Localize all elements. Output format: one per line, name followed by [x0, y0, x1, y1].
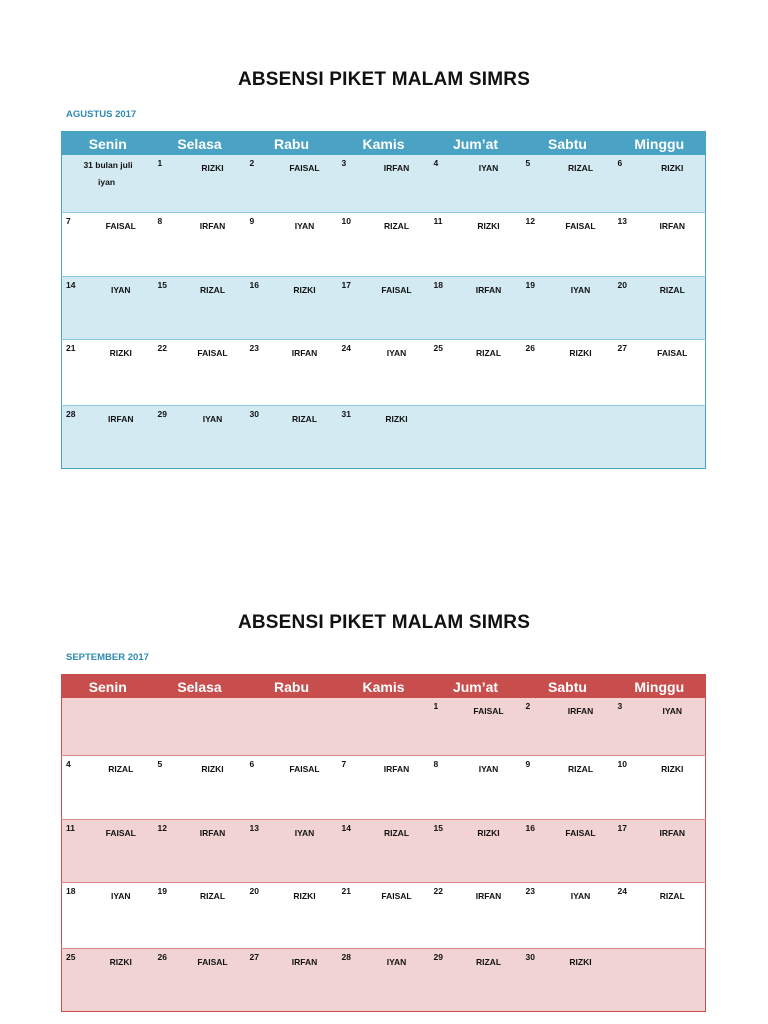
weekday-header-row — [62, 675, 706, 699]
day-cell — [430, 213, 522, 277]
day-number: 19 — [157, 886, 167, 896]
carryover-note-name: iyan — [98, 177, 116, 187]
week-row — [62, 949, 706, 1012]
day-number: 30 — [525, 952, 535, 962]
duty-name: IYAN — [386, 957, 407, 967]
week-row — [62, 340, 706, 406]
duty-name: IRFAN — [383, 163, 410, 173]
month-label-august: AGUSTUS 2017 — [66, 109, 137, 120]
duty-name: FAISAL — [105, 828, 136, 838]
day-number: 21 — [66, 343, 76, 353]
day-number: 1 — [433, 701, 439, 711]
duty-name: FAISAL — [289, 764, 320, 774]
day-cell — [522, 820, 614, 883]
weekday-header: Kamis — [338, 675, 430, 699]
day-number: 23 — [249, 343, 259, 353]
duty-name: FAISAL — [381, 891, 412, 901]
duty-name: RIZAL — [108, 764, 134, 774]
day-cell — [430, 949, 522, 1012]
day-cell — [246, 213, 338, 277]
page-title-august: ABSENSI PIKET MALAM SIMRS — [237, 69, 531, 90]
day-cell — [338, 213, 430, 277]
day-number: 16 — [249, 280, 259, 290]
weekday-header: Rabu — [246, 675, 338, 699]
duty-name: RIZAL — [291, 414, 318, 424]
duty-name: FAISAL — [473, 706, 504, 716]
day-number: 9 — [525, 759, 531, 769]
day-number: 14 — [341, 823, 351, 833]
weekday-header: Sabtu — [522, 675, 614, 699]
day-number: 13 — [617, 216, 627, 226]
duty-name: FAISAL — [197, 348, 228, 358]
day-cell — [522, 155, 614, 213]
day-cell — [522, 756, 614, 820]
day-number: 10 — [617, 759, 627, 769]
day-number: 7 — [66, 216, 71, 226]
day-cell — [430, 698, 522, 756]
day-number: 1 — [157, 158, 163, 168]
day-cell — [614, 949, 706, 1012]
week-row — [62, 277, 706, 340]
day-cell — [522, 949, 614, 1012]
day-number: 2 — [525, 701, 531, 711]
day-number: 28 — [341, 952, 351, 962]
day-cell — [522, 698, 614, 756]
day-number: 15 — [433, 823, 443, 833]
day-cell — [338, 820, 430, 883]
week-row — [62, 406, 706, 469]
day-cell — [614, 698, 706, 756]
duty-name: RIZAL — [199, 285, 226, 295]
day-number: 23 — [525, 886, 535, 896]
day-cell — [246, 883, 338, 949]
duty-name: RIZAL — [659, 285, 685, 295]
week-row — [62, 155, 706, 213]
day-number: 6 — [617, 158, 623, 168]
month-label-september: SEPTEMBER 2017 — [66, 652, 149, 663]
day-cell — [62, 949, 154, 1012]
duty-name: IRFAN — [383, 764, 410, 774]
day-cell — [430, 340, 522, 406]
day-number: 18 — [66, 886, 76, 896]
weekday-header: Senin — [62, 132, 154, 156]
day-number: 3 — [617, 701, 623, 711]
duty-name: RIZKI — [109, 348, 132, 358]
day-cell — [614, 213, 706, 277]
duty-name: IRFAN — [291, 957, 318, 967]
day-number: 25 — [66, 952, 76, 962]
duty-name: RIZKI — [109, 957, 132, 967]
day-number: 17 — [341, 280, 351, 290]
duty-name: RIZKI — [477, 828, 500, 838]
day-number: 8 — [433, 759, 439, 769]
day-cell — [614, 883, 706, 949]
day-cell — [338, 155, 430, 213]
day-number: 29 — [157, 409, 167, 419]
weekday-header: Minggu — [614, 132, 706, 156]
day-cell — [246, 155, 338, 213]
duty-name: RIZAL — [659, 891, 685, 901]
day-cell — [338, 756, 430, 820]
day-cell — [246, 340, 338, 406]
day-number: 9 — [249, 216, 255, 226]
day-cell — [154, 155, 246, 213]
day-cell — [614, 756, 706, 820]
day-cell — [522, 213, 614, 277]
duty-name: RIZKI — [569, 957, 592, 967]
duty-name: FAISAL — [197, 957, 228, 967]
day-cell — [246, 698, 338, 756]
week-row — [62, 213, 706, 277]
page-title-september: ABSENSI PIKET MALAM SIMRS — [237, 612, 531, 633]
day-cell — [62, 155, 154, 213]
day-number: 26 — [157, 952, 167, 962]
duty-name: FAISAL — [657, 348, 688, 358]
duty-name: FAISAL — [381, 285, 412, 295]
day-cell — [154, 883, 246, 949]
duty-name: IYAN — [294, 221, 315, 231]
duty-name: RIZKI — [661, 163, 684, 173]
duty-name: IYAN — [570, 285, 591, 295]
day-cell — [154, 820, 246, 883]
day-cell — [430, 883, 522, 949]
day-number: 22 — [157, 343, 167, 353]
day-number: 19 — [525, 280, 535, 290]
day-number: 7 — [341, 759, 347, 769]
duty-name: RIZKI — [293, 285, 316, 295]
day-cell — [338, 698, 430, 756]
duty-name: RIZAL — [475, 957, 502, 967]
duty-name: IYAN — [662, 706, 683, 716]
day-number: 10 — [341, 216, 351, 226]
day-cell — [62, 406, 154, 469]
day-number: 2 — [249, 158, 255, 168]
day-cell — [430, 820, 522, 883]
weekday-header-row — [62, 132, 706, 156]
day-number: 17 — [617, 823, 627, 833]
duty-name: FAISAL — [565, 221, 596, 231]
day-cell — [614, 340, 706, 406]
duty-name: IYAN — [570, 891, 591, 901]
day-cell — [522, 406, 614, 469]
duty-name: RIZKI — [293, 891, 316, 901]
duty-name: FAISAL — [565, 828, 596, 838]
duty-name: IYAN — [110, 891, 131, 901]
duty-name: IYAN — [202, 414, 223, 424]
duty-name: IYAN — [110, 285, 131, 295]
duty-name: IRFAN — [108, 414, 134, 424]
week-row — [62, 883, 706, 949]
day-cell — [62, 820, 154, 883]
day-number: 30 — [249, 409, 259, 419]
weekday-header: Jum’at — [430, 675, 522, 699]
duty-name: FAISAL — [105, 221, 136, 231]
day-cell — [338, 340, 430, 406]
day-number: 27 — [249, 952, 259, 962]
duty-name: IRFAN — [475, 285, 502, 295]
day-number: 4 — [66, 759, 71, 769]
carryover-note-line: 31 bulan juli — [83, 160, 133, 170]
day-number: 6 — [249, 759, 255, 769]
day-number: 12 — [525, 216, 535, 226]
weekday-header: Kamis — [338, 132, 430, 156]
day-cell — [62, 277, 154, 340]
duty-name: RIZKI — [477, 221, 500, 231]
day-number: 22 — [433, 886, 443, 896]
day-cell — [338, 406, 430, 469]
weekday-header: Selasa — [154, 132, 246, 156]
day-cell — [246, 820, 338, 883]
day-cell — [522, 340, 614, 406]
day-cell — [246, 949, 338, 1012]
day-cell — [154, 949, 246, 1012]
day-cell — [154, 277, 246, 340]
duty-name: RIZAL — [383, 828, 410, 838]
day-number: 25 — [433, 343, 443, 353]
day-cell — [614, 820, 706, 883]
weekday-header: Senin — [62, 675, 154, 699]
day-cell — [430, 756, 522, 820]
calendar-august — [61, 131, 706, 469]
day-cell — [62, 698, 154, 756]
day-cell — [338, 277, 430, 340]
day-number: 5 — [157, 759, 163, 769]
carryover-note — [68, 157, 148, 191]
day-number: 4 — [433, 158, 439, 168]
day-cell — [246, 406, 338, 469]
day-number: 11 — [66, 823, 75, 833]
day-cell — [430, 277, 522, 340]
day-cell — [62, 213, 154, 277]
day-number: 14 — [66, 280, 76, 290]
day-number: 28 — [66, 409, 76, 419]
duty-name: IYAN — [478, 764, 499, 774]
day-number: 20 — [617, 280, 627, 290]
duty-name: RIZKI — [201, 764, 224, 774]
duty-name: IYAN — [478, 163, 499, 173]
day-number: 3 — [341, 158, 347, 168]
day-number: 29 — [433, 952, 443, 962]
duty-name: RIZAL — [475, 348, 502, 358]
day-cell — [246, 277, 338, 340]
weekday-header: Selasa — [154, 675, 246, 699]
weekday-header: Minggu — [614, 675, 706, 699]
day-cell — [154, 213, 246, 277]
duty-name: IRFAN — [659, 828, 685, 838]
week-row — [62, 698, 706, 756]
day-cell — [154, 756, 246, 820]
day-number: 24 — [617, 886, 627, 896]
duty-name: IRFAN — [567, 706, 594, 716]
day-number: 5 — [525, 158, 531, 168]
day-cell — [614, 406, 706, 469]
day-cell — [154, 340, 246, 406]
day-cell — [614, 155, 706, 213]
duty-name: RIZAL — [567, 163, 594, 173]
duty-name: IRFAN — [659, 221, 685, 231]
duty-name: RIZKI — [385, 414, 408, 424]
day-cell — [154, 698, 246, 756]
day-number: 21 — [341, 886, 351, 896]
day-number: 24 — [341, 343, 351, 353]
duty-name: RIZAL — [567, 764, 594, 774]
day-cell — [614, 277, 706, 340]
day-cell — [430, 155, 522, 213]
duty-name: IRFAN — [291, 348, 318, 358]
week-row — [62, 820, 706, 883]
day-cell — [338, 883, 430, 949]
day-cell — [430, 406, 522, 469]
day-number: 18 — [433, 280, 443, 290]
day-number: 31 — [341, 409, 351, 419]
day-cell — [62, 883, 154, 949]
duty-name: FAISAL — [289, 163, 320, 173]
day-number: 26 — [525, 343, 535, 353]
duty-name: RIZKI — [201, 163, 224, 173]
day-cell — [338, 949, 430, 1012]
day-cell — [62, 756, 154, 820]
day-number: 15 — [157, 280, 167, 290]
duty-name: IYAN — [386, 348, 407, 358]
duty-name: IYAN — [294, 828, 315, 838]
duty-name: RIZKI — [569, 348, 592, 358]
day-number: 20 — [249, 886, 259, 896]
duty-name: RIZAL — [383, 221, 410, 231]
weekday-header: Jum’at — [430, 132, 522, 156]
week-row — [62, 756, 706, 820]
weekday-header: Rabu — [246, 132, 338, 156]
day-number: 11 — [433, 216, 443, 226]
calendar-september — [61, 674, 706, 1012]
day-cell — [522, 883, 614, 949]
day-cell — [246, 756, 338, 820]
duty-name: RIZAL — [199, 891, 226, 901]
duty-name: IRFAN — [199, 221, 226, 231]
duty-name: RIZKI — [661, 764, 684, 774]
weekday-header: Sabtu — [522, 132, 614, 156]
day-number: 27 — [617, 343, 627, 353]
day-number: 12 — [157, 823, 167, 833]
day-number: 16 — [525, 823, 535, 833]
duty-name: IRFAN — [199, 828, 226, 838]
day-number: 13 — [249, 823, 259, 833]
duty-name: IRFAN — [475, 891, 502, 901]
day-cell — [154, 406, 246, 469]
day-cell — [62, 340, 154, 406]
day-cell — [522, 277, 614, 340]
day-number: 8 — [157, 216, 163, 226]
